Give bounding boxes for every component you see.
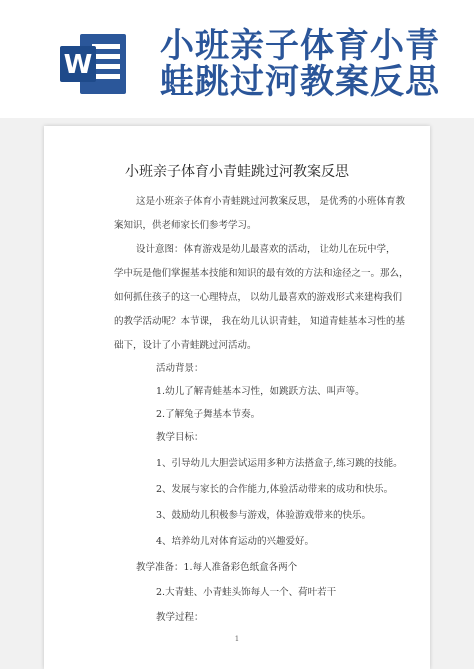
paragraph-line: 2、发展与家长的合作能力,体验活动带来的成功和快乐。 — [156, 484, 394, 495]
paragraph-line: 设计意图：体育游戏是幼儿最喜欢的活动， 让幼儿在玩中学， — [136, 244, 396, 255]
banner-title — [160, 28, 460, 100]
document-page — [44, 126, 430, 669]
paragraph-line: 案知识，供老师家长们参考学习。 — [114, 220, 257, 231]
paragraph-line: 教学目标： — [156, 432, 204, 443]
banner-title-line-1: 小班亲子体育小青 — [160, 26, 440, 66]
paragraph-line: 1.幼儿了解青蛙基本习性，如跳跃方法、叫声等。 — [156, 386, 365, 397]
paragraph-line: 4、培养幼儿对体育运动的兴趣爱好。 — [156, 536, 315, 547]
word-icon-line — [92, 64, 120, 69]
paragraph-line: 如何抓住孩子的这一心理特点， 以幼儿最喜欢的游戏形式来建构我们 — [114, 292, 403, 303]
word-icon-line — [92, 74, 120, 79]
paragraph-line: 1、引导幼儿大胆尝试运用多种方法搭盒子,练习跳的技能。 — [156, 458, 403, 469]
paragraph-line: 础下，设计了小青蛙跳过河活动。 — [114, 340, 257, 351]
banner-title-line-2: 蛙跳过河教案反思 — [160, 62, 440, 102]
word-icon-letter: W — [63, 50, 93, 80]
word-icon-line — [92, 44, 120, 49]
paragraph-line: 2.大青蛙、小青蛙头饰每人一个、荷叶若干 — [156, 587, 337, 598]
paragraph-line: 学中玩是他们掌握基本技能和知识的最有效的方法和途径之一。那么， — [114, 268, 409, 279]
paragraph-line: 这是小班亲子体育小青蛙跳过河教案反思， 是优秀的小班体育教 — [136, 196, 406, 207]
paragraph-line: 活动背景： — [156, 363, 204, 374]
paragraph-line: 教学过程： — [156, 612, 204, 623]
page-number: 1 — [234, 635, 240, 643]
document-title: 小班亲子体育小青蛙跳过河教案反思 — [125, 164, 349, 180]
paragraph-line: 3、鼓励幼儿积极参与游戏，体验游戏带来的快乐。 — [156, 510, 372, 521]
paragraph-line: 的教学活动呢？本节课， 我在幼儿认识青蛙， 知道青蛙基本习性的基 — [114, 316, 406, 327]
word-icon-line — [92, 54, 120, 59]
paragraph-line: 教学准备：1.每人准备彩色纸盒各两个 — [136, 562, 298, 573]
banner — [0, 0, 474, 118]
paragraph-line: 2.了解兔子舞基本节奏。 — [156, 409, 261, 420]
word-document-icon — [58, 30, 130, 98]
